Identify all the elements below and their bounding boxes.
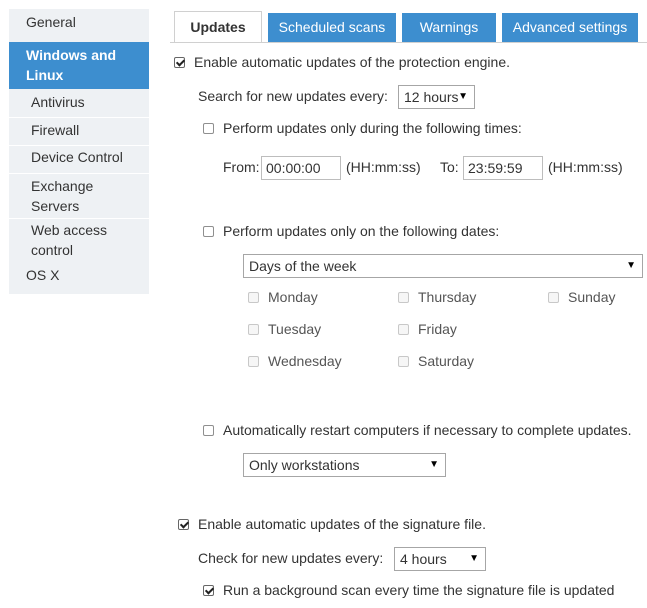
tab-label: Updates [190,19,246,35]
friday-label: Friday [418,321,457,337]
from-label: From: [223,159,260,175]
sidebar-item-label: Device Control [31,149,123,165]
tab-label: Warnings [419,19,479,35]
search-interval-label: Search for new updates every: [198,88,388,104]
tuesday-checkbox[interactable] [248,324,259,335]
enable-engine-updates-checkbox[interactable] [174,57,185,68]
tab-label: Advanced settings [512,19,628,35]
tab-bar-border [170,42,647,43]
dates-mode-value: Days of the week [249,258,357,274]
restart-scope-value: Only workstations [249,457,360,473]
from-format-label: (HH:mm:ss) [346,159,421,175]
sidebar-item-osx[interactable] [9,264,149,294]
thursday-checkbox[interactable] [398,292,409,303]
monday-label: Monday [268,289,318,305]
tab-label: Scheduled scans [278,19,386,35]
to-time-input[interactable] [463,156,543,180]
thursday-label: Thursday [418,289,477,305]
sidebar-item-label: General [26,14,76,30]
search-interval-select[interactable] [398,85,475,109]
update-times-checkbox[interactable] [203,123,214,134]
sidebar-item-windows-linux[interactable] [9,42,149,89]
auto-restart-label: Automatically restart computers if necessary to complete updates. [223,422,632,438]
restart-scope-select[interactable] [243,453,446,477]
enable-engine-updates-label: Enable automatic updates of the protection engine. [194,54,510,70]
check-interval-label: Check for new updates every: [198,550,384,566]
saturday-label: Saturday [418,353,475,369]
tuesday-label: Tuesday [268,321,322,337]
wednesday-label: Wednesday [268,353,342,369]
tab-advanced-settings[interactable] [502,13,638,42]
sidebar-item-label: Web access control [31,222,107,258]
enable-signature-updates-label: Enable automatic updates of the signature file. [198,516,486,532]
sidebar-item-label: Exchange Servers [31,178,94,214]
sidebar-item-web-access-control[interactable] [9,219,149,264]
sidebar-item-label: Windows and Linux [26,47,117,83]
from-time-input[interactable] [261,156,341,180]
sunday-label: Sunday [568,289,616,305]
caret-down-icon: ▼ [429,459,439,470]
update-dates-checkbox[interactable] [203,226,214,237]
sunday-checkbox[interactable] [548,292,559,303]
check-interval-select[interactable] [394,547,486,571]
sidebar-item-label: Antivirus [31,94,85,110]
sidebar-item-firewall[interactable] [9,118,149,145]
caret-down-icon: ▼ [626,260,636,271]
sidebar-item-exchange-servers[interactable] [9,174,149,218]
sidebar-item-general[interactable] [9,9,149,42]
check-interval-value: 4 hours [400,551,447,567]
monday-checkbox[interactable] [248,292,259,303]
saturday-checkbox[interactable] [398,356,409,367]
to-label: To: [440,159,459,175]
background-scan-checkbox[interactable] [203,585,214,596]
wednesday-checkbox[interactable] [248,356,259,367]
sidebar-item-label: OS X [26,267,60,283]
caret-down-icon: ▼ [469,553,479,564]
caret-down-icon: ▼ [458,91,468,102]
sidebar-item-device-control[interactable] [9,146,149,173]
to-format-label: (HH:mm:ss) [548,159,623,175]
tab-scheduled-scans[interactable] [268,13,396,42]
sidebar-item-antivirus[interactable] [9,89,149,117]
friday-checkbox[interactable] [398,324,409,335]
dates-mode-select[interactable] [243,254,643,278]
sidebar-item-label: Firewall [31,122,80,138]
background-scan-label: Run a background scan every time the signature file is updated [223,582,615,598]
update-times-label: Perform updates only during the following times: [223,120,522,136]
enable-signature-updates-checkbox[interactable] [178,519,189,530]
search-interval-value: 12 hours [404,89,459,105]
update-dates-label: Perform updates only on the following dates: [223,223,500,239]
tab-warnings[interactable] [402,13,496,42]
auto-restart-checkbox[interactable] [203,425,214,436]
tab-updates[interactable] [174,11,262,42]
